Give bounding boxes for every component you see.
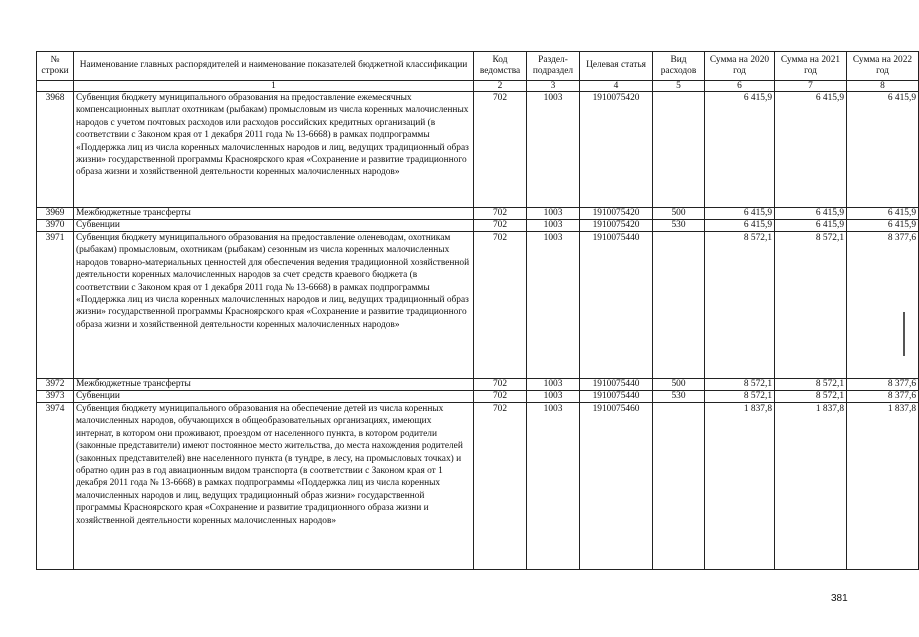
column-number: 4 xyxy=(580,81,653,92)
row-section: 1003 xyxy=(527,208,580,220)
row-sum-2020: 8 572,1 xyxy=(705,232,775,379)
row-section: 1003 xyxy=(527,391,580,403)
column-number: 5 xyxy=(653,81,705,92)
table-row xyxy=(37,232,919,379)
row-number: 3973 xyxy=(37,391,74,403)
header-row-number: № строки xyxy=(37,52,74,81)
row-expense-type: 500 xyxy=(653,379,705,391)
row-target-article: 1910075440 xyxy=(580,379,653,391)
row-sum-2021: 8 572,1 xyxy=(775,391,847,403)
row-sum-2020: 6 415,9 xyxy=(705,220,775,232)
row-sum-2021: 6 415,9 xyxy=(775,92,847,208)
row-target-article: 1910075440 xyxy=(580,232,653,379)
row-sum-2022: 8 377,6 xyxy=(847,391,919,403)
row-name: Субвенция бюджету муниципального образования на предоставление ежемесячных компенсационных выплат охотникам (рыбакам) промысловым из числа коренных малочисленных народов с учетом почтовых расходов или расходов российских кредитных организаций (в соответствии с Законом края от 1 декабря 2011 года № 13-6668) в рамках подпрограммы «Поддержка лиц из числа коренных малочисленных народов и лиц, ведущих традиционный образ жизни» государственной программы Красноярского края «Сохранение и развитие традиционного образа жизни и хозяйственной деятельности коренных малочисленных народов» xyxy=(74,92,474,208)
header-dept-code: Код ведомства xyxy=(474,52,527,81)
row-target-article: 1910075460 xyxy=(580,403,653,570)
row-target-article: 1910075420 xyxy=(580,220,653,232)
column-number xyxy=(37,81,74,92)
row-sum-2021: 8 572,1 xyxy=(775,379,847,391)
row-number: 3972 xyxy=(37,379,74,391)
row-target-article: 1910075440 xyxy=(580,391,653,403)
table-row xyxy=(37,391,919,403)
row-name: Субвенции xyxy=(74,391,474,403)
table-row xyxy=(37,220,919,232)
row-name: Межбюджетные трансферты xyxy=(74,208,474,220)
row-dept-code: 702 xyxy=(474,403,527,570)
row-name: Субвенция бюджету муниципального образования на обеспечение детей из числа коренных малочисленных народов, обучающихся в общеобразовательных организациях, имеющих интернат, в котором они проживают, проездом от населенного пункта, в котором родители (законные представители) имеют постоянное место жительства, до места нахождения родителей (законных представителей) вне населенного пункта (в тундре, в лесу, на промысловых точках) и обратно один раз в год авиационным видом транспорта (в соответствии с Законом края от 1 декабря 2011 года № 13-6668) в рамках подпрограммы «Поддержка лиц из числа коренных малочисленных народов и лиц, ведущих традиционный образ жизни» государственной программы Красноярского края «Сохранение и развитие традиционного образа жизни и хозяйственной деятельности коренных малочисленных народов» xyxy=(74,403,474,570)
row-sum-2022: 6 415,9 xyxy=(847,208,919,220)
row-number: 3974 xyxy=(37,403,74,570)
header-sum-2020: Сумма на 2020 год xyxy=(705,52,775,81)
column-number-row xyxy=(37,81,919,92)
header-name: Наименование главных распорядителей и наименование показателей бюджетной классификации xyxy=(74,52,474,81)
row-sum-2021: 6 415,9 xyxy=(775,208,847,220)
row-section: 1003 xyxy=(527,379,580,391)
row-section: 1003 xyxy=(527,403,580,570)
row-number: 3971 xyxy=(37,232,74,379)
column-number: 1 xyxy=(74,81,474,92)
column-number: 6 xyxy=(705,81,775,92)
column-number: 3 xyxy=(527,81,580,92)
row-expense-type xyxy=(653,403,705,570)
row-expense-type xyxy=(653,92,705,208)
row-expense-type xyxy=(653,232,705,379)
row-target-article: 1910075420 xyxy=(580,92,653,208)
row-sum-2020: 6 415,9 xyxy=(705,208,775,220)
row-sum-2022: 6 415,9 xyxy=(847,92,919,208)
column-number: 2 xyxy=(474,81,527,92)
row-sum-2020: 1 837,8 xyxy=(705,403,775,570)
row-sum-2022: 1 837,8 xyxy=(847,403,919,570)
row-number: 3970 xyxy=(37,220,74,232)
header-expense-type: Вид расходов xyxy=(653,52,705,81)
header-sum-2021: Сумма на 2021 год xyxy=(775,52,847,81)
header-target-article: Целевая статья xyxy=(580,52,653,81)
row-section: 1003 xyxy=(527,232,580,379)
row-expense-type: 500 xyxy=(653,208,705,220)
scan-margin-mark xyxy=(903,312,905,356)
row-sum-2021: 8 572,1 xyxy=(775,232,847,379)
row-name: Субвенции xyxy=(74,220,474,232)
budget-table xyxy=(36,51,919,570)
row-number: 3969 xyxy=(37,208,74,220)
row-dept-code: 702 xyxy=(474,92,527,208)
row-expense-type: 530 xyxy=(653,220,705,232)
row-name: Субвенция бюджету муниципального образования на предоставление оленеводам, охотникам (рыбакам) промысловым, охотникам (рыбакам) сезонным из числа коренных малочисленных народов товарно-материальных ценностей для обеспечения ведения традиционной хозяйственной деятельности коренных малочисленных народов за счет средств краевого бюджета (в соответствии с Законом края от 1 декабря 2011 года № 13-6668) в рамках подпрограммы «Поддержка лиц из числа коренных малочисленных народов и лиц, ведущих традиционный образ жизни» государственной программы Красноярского края «Сохранение и развитие традиционного образа жизни и хозяйственной деятельности коренных малочисленных народов» xyxy=(74,232,474,379)
row-sum-2022: 8 377,6 xyxy=(847,379,919,391)
row-sum-2021: 6 415,9 xyxy=(775,220,847,232)
row-sum-2020: 8 572,1 xyxy=(705,379,775,391)
row-sum-2020: 6 415,9 xyxy=(705,92,775,208)
column-number: 8 xyxy=(847,81,919,92)
row-sum-2020: 8 572,1 xyxy=(705,391,775,403)
row-sum-2022: 8 377,6 xyxy=(847,232,919,379)
table-row xyxy=(37,379,919,391)
row-sum-2021: 1 837,8 xyxy=(775,403,847,570)
page-number: 381 xyxy=(831,593,848,604)
row-number: 3968 xyxy=(37,92,74,208)
row-dept-code: 702 xyxy=(474,232,527,379)
header-section: Раздел-подраздел xyxy=(527,52,580,81)
row-sum-2022: 6 415,9 xyxy=(847,220,919,232)
table-header-row xyxy=(37,52,919,81)
row-section: 1003 xyxy=(527,92,580,208)
row-expense-type: 530 xyxy=(653,391,705,403)
row-target-article: 1910075420 xyxy=(580,208,653,220)
row-name: Межбюджетные трансферты xyxy=(74,379,474,391)
table-row xyxy=(37,92,919,208)
row-dept-code: 702 xyxy=(474,208,527,220)
header-sum-2022: Сумма на 2022 год xyxy=(847,52,919,81)
row-dept-code: 702 xyxy=(474,391,527,403)
table-row xyxy=(37,208,919,220)
row-dept-code: 702 xyxy=(474,379,527,391)
column-number: 7 xyxy=(775,81,847,92)
row-dept-code: 702 xyxy=(474,220,527,232)
row-section: 1003 xyxy=(527,220,580,232)
table-row xyxy=(37,403,919,570)
